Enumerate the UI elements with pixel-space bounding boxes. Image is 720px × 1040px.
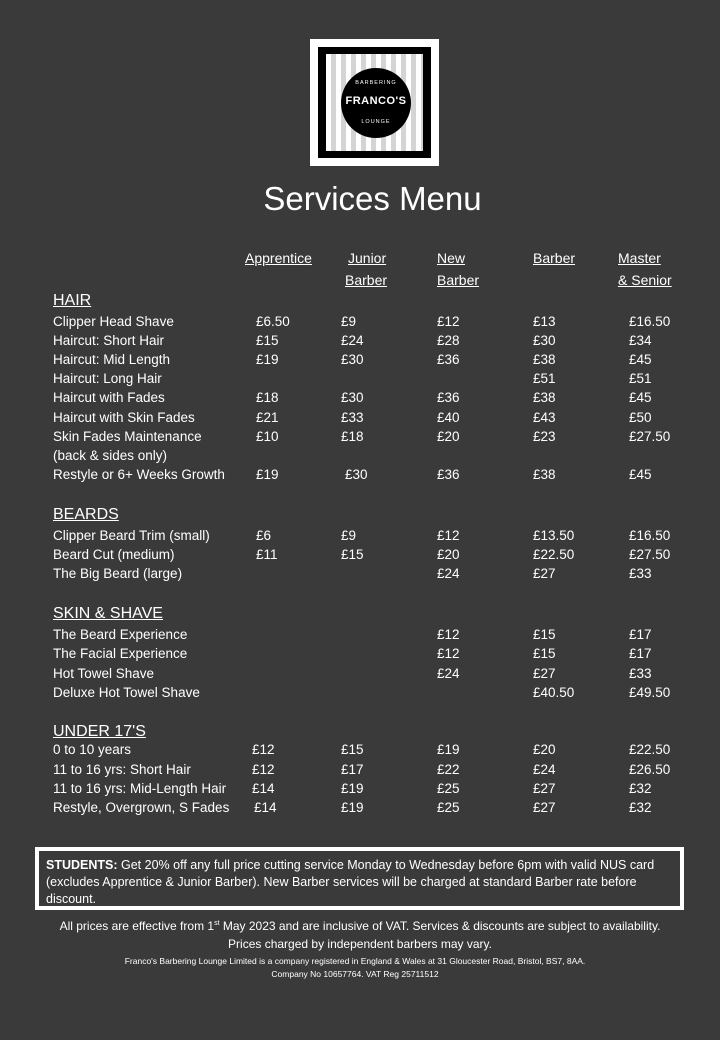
service-row: [0, 627, 720, 646]
service-row: [0, 410, 720, 429]
prices-note: [0, 915, 720, 953]
service-name: The Facial Experience: [53, 646, 188, 661]
service-name: Deluxe Hot Towel Shave: [53, 685, 200, 700]
service-name: Haircut with Fades: [53, 390, 165, 405]
service-row: [0, 352, 720, 371]
service-price: £38: [533, 390, 556, 405]
students-offer-box: [35, 847, 684, 910]
service-price: £28: [437, 333, 460, 348]
service-row: [0, 314, 720, 333]
service-price: £19: [341, 781, 364, 796]
service-price: £15: [341, 547, 364, 562]
service-price: £30: [341, 390, 364, 405]
service-price: £30: [345, 467, 368, 482]
service-price: £16.50: [629, 528, 671, 543]
service-row: [0, 467, 720, 486]
service-price: £32: [629, 800, 652, 815]
service-name: Haircut: Short Hair: [53, 333, 165, 348]
service-row: [0, 666, 720, 685]
service-price: £14: [254, 800, 277, 815]
service-price: £19: [256, 352, 279, 367]
section-title-under17: UNDER 17'S: [53, 723, 146, 740]
service-price: £18: [256, 390, 279, 405]
service-name: Hot Towel Shave: [53, 666, 155, 681]
service-row: [0, 371, 720, 390]
logo-badge: [341, 68, 411, 138]
service-price: £21: [256, 410, 279, 425]
service-name: The Big Beard (large): [53, 566, 183, 581]
service-price: £17: [341, 762, 364, 777]
service-price: £27.50: [629, 547, 671, 562]
service-price: £10: [256, 429, 279, 444]
service-price: £51: [629, 371, 652, 386]
service-price: £11: [256, 547, 278, 562]
service-price: £12: [252, 742, 275, 757]
service-name: The Beard Experience: [53, 627, 188, 642]
service-price: £27: [533, 566, 556, 581]
service-name: Haircut: Long Hair: [53, 371, 162, 386]
service-price: £17: [629, 646, 652, 661]
column-header-apprentice: Apprentice: [245, 250, 312, 266]
service-price: £33: [629, 666, 652, 681]
service-name: (back & sides only): [53, 448, 168, 463]
logo-frame: [318, 47, 431, 158]
service-price: £22: [437, 762, 460, 777]
service-price: £12: [437, 528, 460, 543]
service-price: £40.50: [533, 685, 575, 700]
students-label: STUDENTS:: [46, 858, 118, 872]
service-price: £25: [437, 781, 460, 796]
service-price: £33: [341, 410, 364, 425]
service-price: £13.50: [533, 528, 575, 543]
service-price: £9: [341, 314, 357, 329]
service-price: £27: [533, 781, 556, 796]
company-info: [0, 955, 710, 981]
service-name: 0 to 10 years: [53, 742, 132, 757]
service-price: £51: [533, 371, 556, 386]
service-name: Haircut: Mid Length: [53, 352, 171, 367]
service-row: [0, 429, 720, 448]
service-price: £43: [533, 410, 556, 425]
service-price: £30: [341, 352, 364, 367]
logo-name: FRANCO'S: [345, 95, 407, 107]
service-name: 11 to 16 yrs: Short Hair: [53, 762, 191, 777]
service-row: [0, 566, 720, 585]
service-name: 11 to 16 yrs: Mid-Length Hair: [53, 781, 227, 796]
service-row: [0, 762, 720, 781]
service-row: [0, 781, 720, 800]
service-price: £12: [437, 646, 460, 661]
company-info-line1: Franco's Barbering Lounge Limited is a company registered in England & Wales at 31 Gloucester Road, Bristol, BS7, 8AA.: [124, 956, 586, 966]
service-name: Clipper Head Shave: [53, 314, 174, 329]
column-header-new-barber: New Barber: [437, 250, 480, 288]
service-row: [0, 800, 720, 819]
service-price: £40: [437, 410, 460, 425]
service-name: Haircut with Skin Fades: [53, 410, 195, 425]
service-price: £24: [437, 566, 460, 581]
service-price: £12: [437, 314, 460, 329]
service-price: £13: [533, 314, 556, 329]
service-price: £27: [533, 666, 556, 681]
service-price: £22.50: [629, 742, 671, 757]
service-price: £24: [437, 666, 460, 681]
section-title-hair: HAIR: [53, 292, 92, 309]
service-price: £36: [437, 390, 460, 405]
column-header-master-senior: Master & Senior: [618, 250, 672, 288]
service-price: £15: [256, 333, 279, 348]
page-title: Services Menu: [263, 180, 482, 217]
service-price: £25: [437, 800, 460, 815]
service-price: £27.50: [629, 429, 671, 444]
service-price: £19: [437, 742, 460, 757]
students-offer-body: Get 20% off any full price cutting service Monday to Wednesday before 6pm with valid NUS card (excludes Apprentice & Junior Barber). New Barber services will be charged at standard Barber rate before discount.: [46, 858, 655, 906]
service-row: [0, 390, 720, 409]
service-price: £32: [629, 781, 652, 796]
service-price: £50: [629, 410, 652, 425]
service-price: £6.50: [256, 314, 290, 329]
service-price: £20: [533, 742, 556, 757]
logo-bottom-text: LOUNGE: [361, 119, 391, 125]
service-price: £36: [437, 352, 460, 367]
prices-note-line1: All prices are effective from 1st May 2023 and are inclusive of VAT. Services & discounts are subject to availability.: [59, 919, 661, 933]
service-price: £24: [341, 333, 364, 348]
service-price: £19: [256, 467, 279, 482]
service-price: £17: [629, 627, 652, 642]
service-name: Restyle, Overgrown, S Fades: [53, 800, 230, 815]
service-price: £34: [629, 333, 652, 348]
service-price: £20: [437, 547, 460, 562]
students-offer-text: [46, 857, 674, 908]
service-price: £26.50: [629, 762, 671, 777]
service-price: £18: [341, 429, 364, 444]
service-price: £27: [533, 800, 556, 815]
service-row: [0, 448, 720, 467]
service-name: Beard Cut (medium): [53, 547, 175, 562]
service-price: £33: [629, 566, 652, 581]
company-info-line2: Company No 10657764. VAT Reg 25711512: [271, 969, 439, 979]
service-name: Skin Fades Maintenance: [53, 429, 202, 444]
service-row: [0, 547, 720, 566]
service-price: £36: [437, 467, 460, 482]
logo: [310, 39, 439, 166]
section-title-skin: SKIN & SHAVE: [53, 605, 163, 622]
service-price: £45: [629, 390, 652, 405]
service-price: £12: [252, 762, 275, 777]
column-header-barber: Barber: [533, 250, 576, 266]
service-price: £15: [341, 742, 364, 757]
service-price: £23: [533, 429, 556, 444]
service-price: £38: [533, 467, 556, 482]
service-row: [0, 685, 720, 704]
service-price: £22.50: [533, 547, 575, 562]
service-price: £15: [533, 627, 556, 642]
service-row: [0, 333, 720, 352]
service-price: £12: [437, 627, 460, 642]
service-row: [0, 528, 720, 547]
service-name: Clipper Beard Trim (small): [53, 528, 210, 543]
service-price: £19: [341, 800, 364, 815]
service-price: £16.50: [629, 314, 671, 329]
service-price: £9: [341, 528, 357, 543]
section-title-beards: BEARDS: [53, 506, 119, 523]
column-header-junior-barber: Junior Barber: [345, 250, 388, 288]
service-price: £15: [533, 646, 556, 661]
service-price: £6: [256, 528, 272, 543]
service-row: [0, 646, 720, 665]
service-price: £49.50: [629, 685, 671, 700]
service-price: £38: [533, 352, 556, 367]
service-price: £14: [252, 781, 275, 796]
service-price: £24: [533, 762, 556, 777]
service-name: Restyle or 6+ Weeks Growth: [53, 467, 225, 482]
logo-top-text: BARBERING: [355, 80, 397, 86]
prices-note-line2: Prices charged by independent barbers may vary.: [228, 937, 492, 951]
service-price: £20: [437, 429, 460, 444]
service-price: £30: [533, 333, 556, 348]
service-row: [0, 742, 720, 761]
service-price: £45: [629, 352, 652, 367]
service-price: £45: [629, 467, 652, 482]
